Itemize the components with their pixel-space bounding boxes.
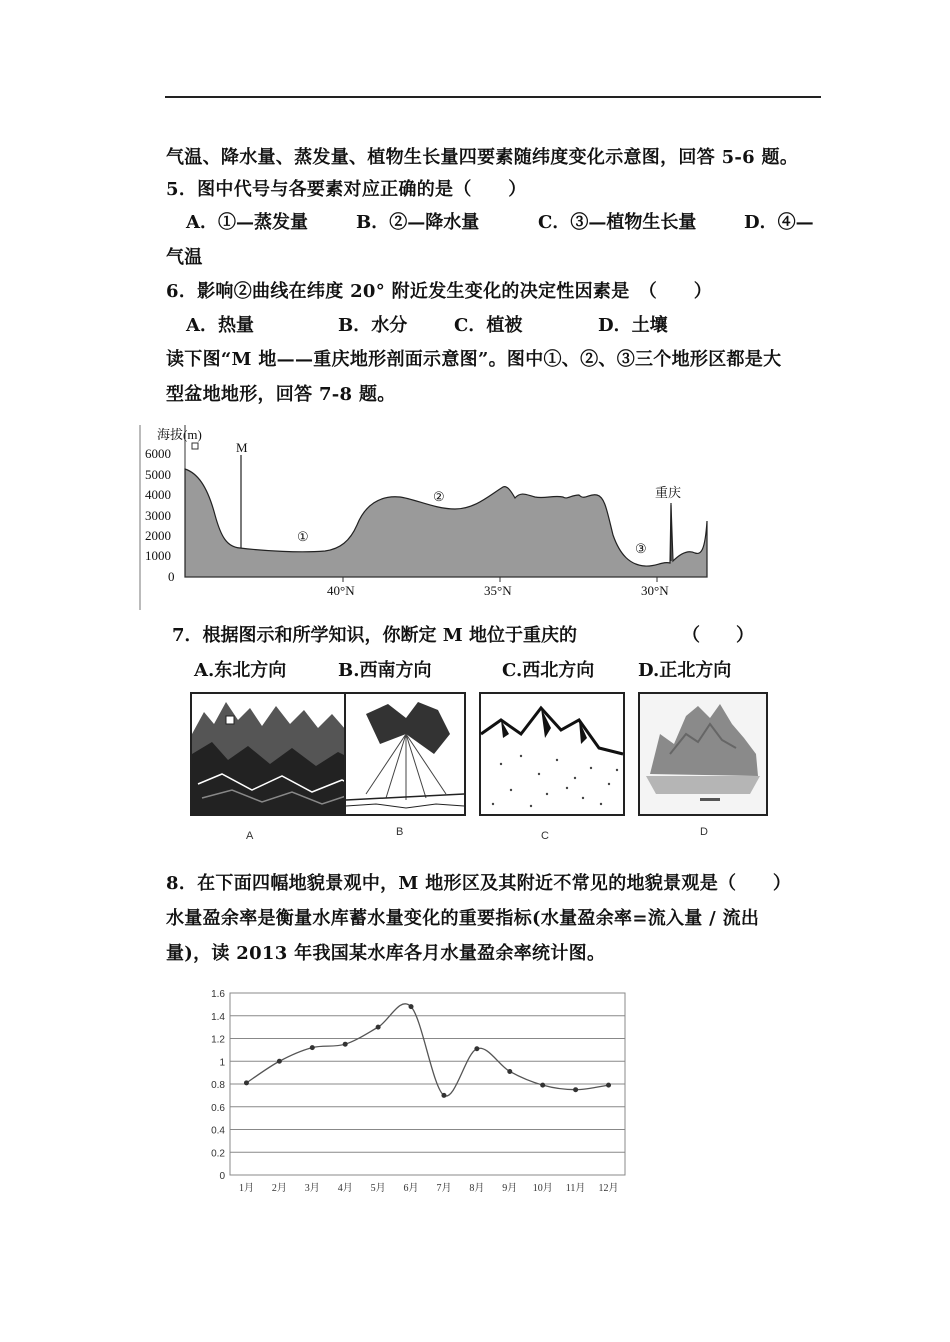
data-point — [409, 1004, 414, 1009]
data-point — [573, 1087, 578, 1092]
q5-option-d-cont: 气温 — [166, 247, 203, 268]
landscape-c-label: C — [541, 830, 549, 842]
y-tick-label: 1.4 — [211, 1011, 225, 1023]
profile-y-tick: 2000 — [145, 528, 171, 543]
data-point — [343, 1042, 348, 1047]
q7-stem: 7．根据图示和所学知识，你断定 M 地位于重庆的 — [172, 625, 577, 646]
q6-option-c[interactable]: C．植被 — [454, 315, 523, 336]
y-tick-label: 0 — [219, 1171, 225, 1182]
y-tick-label: 0.4 — [211, 1125, 225, 1137]
q5-option-a[interactable]: A．①—蒸发量 — [186, 212, 308, 233]
read2-line1: 水量盈余率是衡量水库蓄水量变化的重要指标(水量盈余率=流入量 / 流出 — [166, 908, 760, 929]
y-tick-label: 1.2 — [211, 1034, 225, 1046]
x-tick-label: 8月 — [469, 1183, 485, 1194]
q7-answer-paren: （ ） — [682, 625, 754, 646]
landscape-b-label: B — [396, 826, 404, 838]
terrain-profile-area — [185, 469, 707, 577]
q5-option-c[interactable]: C．③—植物生长量 — [538, 212, 697, 233]
landscape-d-image[interactable] — [638, 692, 768, 816]
region-2-label: ② — [433, 489, 445, 504]
q5-option-d[interactable]: D．④— — [744, 212, 814, 233]
landscape-c-image[interactable] — [479, 692, 625, 816]
terrain-profile-figure — [135, 425, 735, 610]
x-tick-label: 2月 — [271, 1183, 287, 1194]
x-tick-label: 4月 — [337, 1183, 353, 1194]
landscape-a-label: A — [246, 830, 254, 842]
q6-option-d[interactable]: D．土壤 — [598, 315, 668, 336]
read1-line2: 型盆地地形，回答 7-8 题。 — [166, 384, 396, 405]
data-point — [507, 1069, 512, 1074]
x-tick-label: 6月 — [403, 1183, 419, 1194]
data-point — [474, 1046, 479, 1051]
data-point — [376, 1025, 381, 1030]
read1-line1: 读下图“M 地——重庆地形剖面示意图”。图中①、②、③三个地形区都是大 — [166, 349, 782, 370]
x-tick-label: 12月 — [598, 1183, 619, 1194]
profile-x-tick: 40°N — [327, 583, 355, 598]
profile-y-tick: 4000 — [145, 487, 171, 502]
q7-option-d[interactable]: D.正北方向 — [638, 660, 732, 681]
profile-x-tick: 30°N — [641, 583, 669, 598]
landscape-b-image[interactable] — [344, 692, 466, 816]
x-tick-label: 3月 — [304, 1183, 320, 1194]
data-point — [441, 1093, 446, 1098]
read2-line2: 量)，读 2013 年我国某水库各月水量盈余率统计图。 — [166, 943, 606, 964]
x-tick-label: 5月 — [370, 1183, 386, 1194]
intro-text: 气温、降水量、蒸发量、植物生长量四要素随纬度变化示意图，回答 5-6 题。 — [166, 147, 799, 168]
x-tick-label: 1月 — [238, 1183, 254, 1194]
profile-y-title: 海拔(m) — [157, 427, 202, 442]
x-tick-label: 9月 — [502, 1183, 518, 1194]
header-rule — [165, 96, 821, 98]
profile-y-tick: 3000 — [145, 508, 171, 523]
data-point — [244, 1080, 249, 1085]
region-3-label: ③ — [635, 541, 647, 556]
data-point — [277, 1059, 282, 1064]
q6-stem: 6．影响②曲线在纬度 20° 附近发生变化的决定性因素是 （ ） — [166, 281, 713, 302]
q7-option-b[interactable]: B.西南方向 — [338, 660, 432, 681]
m-label: M — [236, 440, 248, 455]
q7-option-a[interactable]: A.东北方向 — [194, 660, 287, 681]
y-tick-label: 1 — [219, 1057, 225, 1069]
x-tick-label: 10月 — [532, 1183, 553, 1194]
data-point — [606, 1083, 611, 1088]
chongqing-label: 重庆 — [655, 485, 682, 500]
data-point — [540, 1083, 545, 1088]
series-line — [246, 1004, 608, 1096]
q6-option-b[interactable]: B．水分 — [338, 315, 408, 336]
profile-x-tick: 35°N — [484, 583, 512, 598]
data-point — [310, 1045, 315, 1050]
region-1-label: ① — [297, 529, 309, 544]
q6-option-a[interactable]: A．热量 — [186, 315, 254, 336]
x-tick-label: 11月 — [565, 1183, 586, 1194]
profile-y-tick: 6000 — [145, 446, 171, 461]
landscape-d-label: D — [700, 826, 708, 838]
y-tick-label: 1.6 — [211, 989, 225, 1000]
x-tick-label: 7月 — [436, 1183, 452, 1194]
profile-y-tick: 1000 — [145, 548, 171, 563]
y-tick-label: 0.2 — [211, 1148, 225, 1160]
q5-stem: 5．图中代号与各要素对应正确的是（ ） — [166, 179, 527, 200]
q7-option-c[interactable]: C.西北方向 — [502, 660, 595, 681]
landscape-a-image[interactable] — [190, 692, 360, 816]
profile-y-tick: 0 — [168, 569, 175, 584]
y-tick-label: 0.6 — [211, 1102, 225, 1114]
water-surplus-chart — [195, 985, 635, 1205]
q8-stem: 8．在下面四幅地貌景观中，M 地形区及其附近不常见的地貌景观是（ ） — [166, 873, 792, 894]
profile-y-tick: 5000 — [145, 467, 171, 482]
q5-option-b[interactable]: B．②—降水量 — [356, 212, 480, 233]
y-tick-label: 0.8 — [211, 1080, 225, 1091]
